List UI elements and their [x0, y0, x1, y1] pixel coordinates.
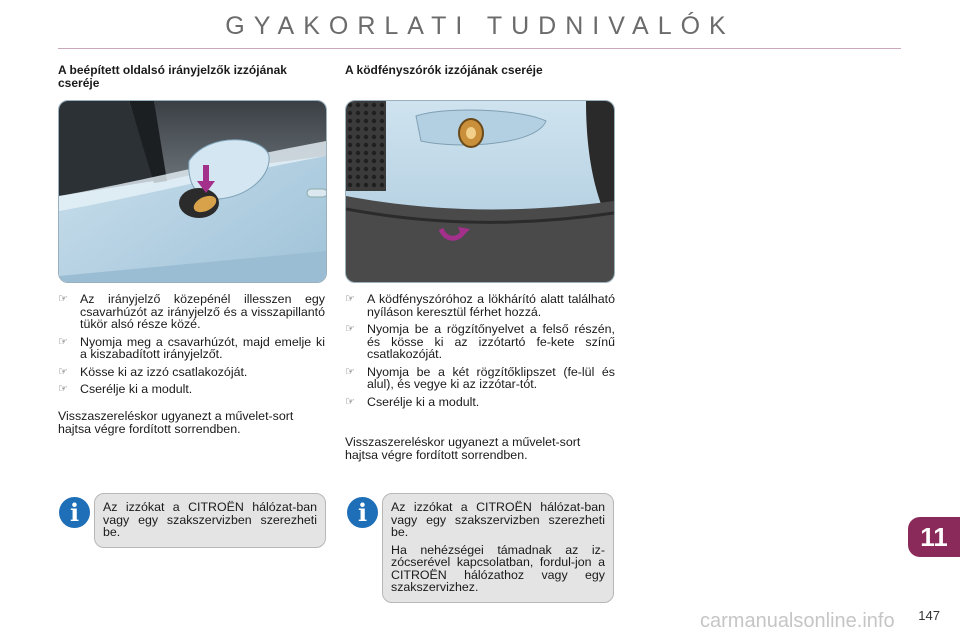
info-text: Az izzókat a CITROËN hálózat-ban vagy egy szakszervizben szerezheti be.: [103, 500, 317, 539]
left-steps-list: [58, 293, 325, 401]
left-info-icon: i: [59, 497, 90, 528]
left-reassembly-note: Visszaszereléskor ugyanezt a művelet-sort hajtsa végre fordított sorrendben.: [58, 409, 294, 436]
list-item: ☞ Nyomja be a rögzítőnyelvet a felső részén, és kösse ki az izzótartó fe-kete színű csatlakozóját.: [345, 322, 615, 361]
list-item: ☞ Az irányjelző közepénél illesszen egy csavarhúzót az irányjelző és a visszapillantó tükör alsó része közé.: [58, 292, 325, 331]
list-item: ☞ Nyomja meg a csavarhúzót, majd emelje ki a kiszabadított irányjelzőt.: [58, 334, 325, 361]
pointing-hand-icon: ☞: [58, 334, 68, 348]
pointing-hand-icon: ☞: [345, 292, 355, 305]
info-text: Ha nehézségei támadnak az iz-zócserével kapcsolatban, fordul-jon a CITROËN hálózathoz vagy egy szakszervizhez.: [391, 542, 605, 594]
right-info-box: [382, 493, 614, 603]
list-item: ☞ Nyomja be a két rögzítőklipszet (fe-lül és alul), és vegye ki az izzótar-tót.: [345, 364, 615, 391]
pointing-hand-icon: ☞: [58, 364, 68, 378]
pointing-hand-icon: ☞: [58, 292, 68, 305]
right-steps-list: [345, 293, 615, 413]
list-item: ☞ Kösse ki az izzó csatlakozóját.: [58, 364, 248, 379]
mirror-illustration: [59, 101, 326, 282]
mirror-photo: [58, 100, 327, 283]
header-divider: [58, 48, 901, 49]
pointing-hand-icon: ☞: [345, 394, 355, 408]
info-text: Az izzókat a CITROËN hálózat-ban vagy egy szakszervizben szerezheti be.: [391, 500, 605, 539]
left-section-title: A beépített oldalsó irányjelzők izzójának cseréje: [58, 63, 287, 90]
foglamp-illustration: [346, 101, 614, 282]
page-title: GYAKORLATI TUDNIVALÓK: [225, 12, 735, 40]
chapter-tab: 11: [908, 517, 960, 557]
right-section-title: A ködfényszórók izzójának cseréje: [345, 63, 543, 77]
pointing-hand-icon: ☞: [58, 382, 68, 395]
watermark: carmanualsonline.info: [700, 610, 895, 632]
right-info-icon: i: [347, 497, 378, 528]
list-item: ☞ Cserélje ki a modult.: [345, 394, 480, 409]
pointing-hand-icon: ☞: [345, 322, 355, 335]
page-number: 147: [918, 608, 940, 623]
list-item: ☞ A ködfényszóróhoz a lökhárító alatt található nyíláson keresztül férhet hozzá.: [345, 292, 615, 319]
left-info-box: [94, 493, 326, 548]
list-item: ☞ Cserélje ki a modult.: [58, 382, 193, 396]
right-reassembly-note: Visszaszereléskor ugyanezt a művelet-sort hajtsa végre fordított sorrendben.: [345, 435, 581, 462]
foglamp-photo: [345, 100, 615, 283]
pointing-hand-icon: ☞: [345, 364, 355, 378]
